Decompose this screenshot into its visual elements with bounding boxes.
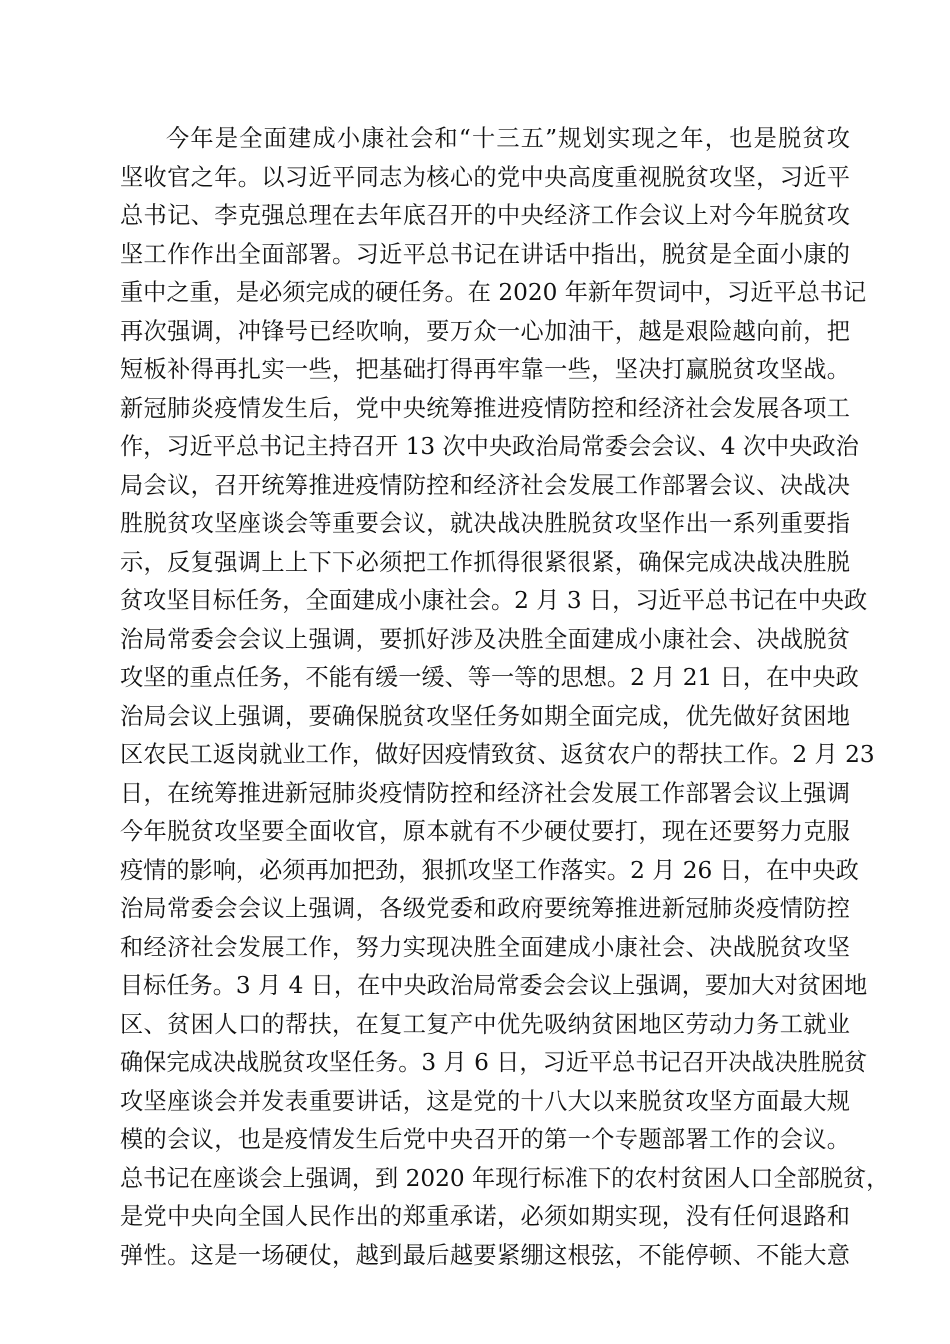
paragraph-line: 坚收官之年。以习近平同志为核心的党中央高度重视脱贫攻坚，习近平 <box>120 163 850 191</box>
paragraph-line: 确保完成决战脱贫攻坚任务。3 月 6 日，习近平总书记召开决战决胜脱贫 <box>120 1049 868 1076</box>
paragraph-line: 模的会议，也是疫情发生后党中央召开的第一个专题部署工作的会议。 <box>120 1126 850 1153</box>
paragraph-line: 短板补得再扎实一些，把基础打得再牢靠一些，坚决打赢脱贫攻坚战。 <box>120 356 850 383</box>
paragraph-line: 总书记、李克强总理在去年底召开的中央经济工作会议上对今年脱贫攻 <box>120 202 850 229</box>
paragraph-line: 治局会议上强调，要确保脱贫攻坚任务如期全面完成，优先做好贫困地 <box>120 702 850 730</box>
paragraph-line: 今年是全面建成小康社会和“十三五”规划实现之年，也是脱贫攻 <box>166 125 850 152</box>
paragraph-line: 区农民工返岗就业工作，做好因疫情致贫、返贫农户的帮扶工作。2 月 23 <box>120 741 875 768</box>
paragraph-line: 和经济社会发展工作，努力实现决胜全面建成小康社会、决战脱贫攻坚 <box>120 933 850 961</box>
paragraph-line: 目标任务。3 月 4 日，在中央政治局常委会会议上强调，要加大对贫困地 <box>120 972 868 999</box>
paragraph-line: 攻坚座谈会并发表重要讲话，这是党的十八大以来脱贫攻坚方面最大规 <box>120 1087 850 1115</box>
paragraph-line: 贫攻坚目标任务，全面建成小康社会。2 月 3 日，习近平总书记在中央政 <box>120 587 868 614</box>
paragraph-line: 新冠肺炎疫情发生后，党中央统筹推进疫情防控和经济社会发展各项工 <box>120 394 850 422</box>
paragraph-line: 治局常委会会议上强调，各级党委和政府要统筹推进新冠肺炎疫情防控 <box>120 895 850 922</box>
paragraph-line: 治局常委会会议上强调，要抓好涉及决胜全面建成小康社会、决战脱贫 <box>120 625 850 653</box>
paragraph-line: 日，在统筹推进新冠肺炎疫情防控和经济社会发展工作部署会议上强调 <box>120 779 850 807</box>
paragraph-line: 坚工作作出全面部署。习近平总书记在讲话中指出，脱贫是全面小康的 <box>120 240 850 268</box>
paragraph-line: 是党中央向全国人民作出的郑重承诺，必须如期实现，没有任何退路和 <box>120 1203 850 1230</box>
paragraph-line: 作，习近平总书记主持召开 13 次中央政治局常委会会议、4 次中央政治 <box>120 433 859 460</box>
paragraph-line: 胜脱贫攻坚座谈会等重要会议，就决战决胜脱贫攻坚作出一系列重要指 <box>120 510 850 537</box>
paragraph-line: 今年脱贫攻坚要全面收官，原本就有不少硬仗要打，现在还要努力克服 <box>120 818 850 845</box>
paragraph-line: 攻坚的重点任务，不能有缓一缓、等一等的思想。2 月 21 日，在中央政 <box>120 664 859 691</box>
paragraph-line: 局会议，召开统筹推进疫情防控和经济社会发展工作部署会议、决战决 <box>120 471 850 499</box>
body-paragraph <box>120 120 890 1275</box>
paragraph-line: 总书记在座谈会上强调，到 2020 年现行标准下的农村贫困人口全部脱贫， <box>120 1164 890 1192</box>
paragraph-line: 疫情的影响，必须再加把劲，狠抓攻坚工作落实。2 月 26 日，在中央政 <box>120 856 859 884</box>
paragraph-line: 区、贫困人口的帮扶，在复工复产中优先吸纳贫困地区劳动力务工就业 <box>120 1010 850 1038</box>
paragraph-line: 弹性。这是一场硬仗，越到最后越要紧绷这根弦，不能停顿、不能大意 <box>120 1241 850 1269</box>
paragraph-line: 重中之重，是必须完成的硬任务。在 2020 年新年贺词中，习近平总书记 <box>120 279 867 306</box>
paragraph-line: 示，反复强调上上下下必须把工作抓得很紧很紧，确保完成决战决胜脱 <box>120 548 850 576</box>
paragraph-line: 再次强调，冲锋号已经吹响，要万众一心加油干，越是艰险越向前，把 <box>120 317 850 345</box>
